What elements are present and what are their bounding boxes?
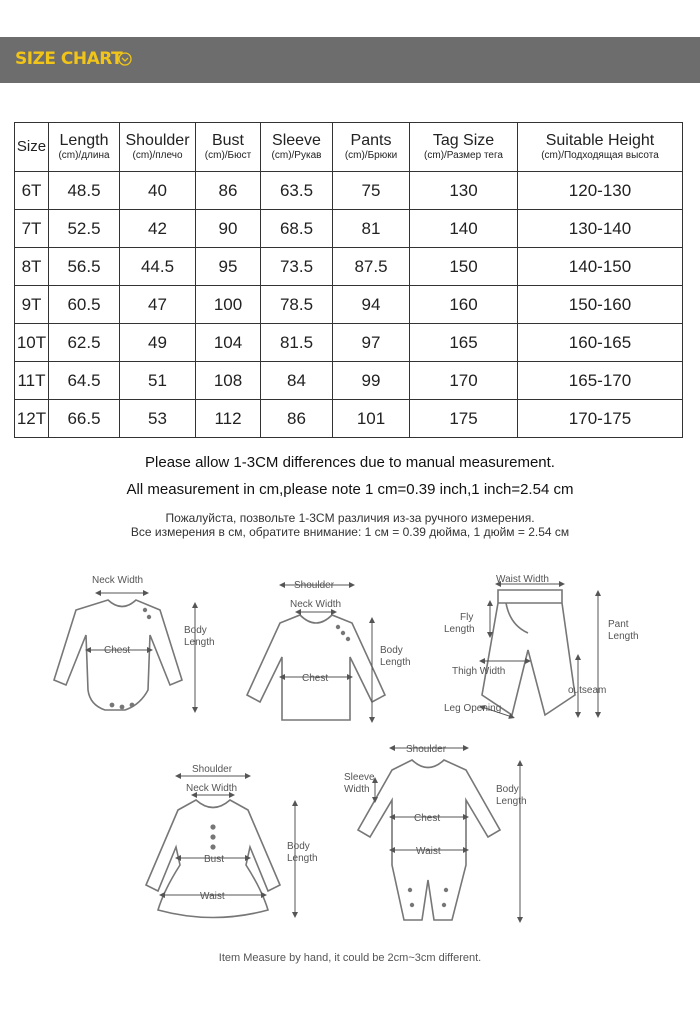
romper-diagram bbox=[358, 760, 500, 920]
cell-bust: 104 bbox=[196, 324, 261, 362]
cell-size: 10T bbox=[15, 324, 49, 362]
cell-size: 6T bbox=[15, 172, 49, 210]
note-manual-measurement-ru: Пожалуйста, позвольте 1-3CM различия из-за ручного измерения. bbox=[165, 511, 535, 525]
cell-suitable-height: 150-160 bbox=[518, 286, 683, 324]
cell-sleeve: 84 bbox=[261, 362, 333, 400]
cell-tag-size: 140 bbox=[410, 210, 518, 248]
header-title: SIZE CHART bbox=[15, 49, 123, 69]
cell-size: 12T bbox=[15, 400, 49, 438]
cell-length: 66.5 bbox=[49, 400, 120, 438]
label-romper-waist: Waist bbox=[416, 846, 441, 857]
cell-bust: 112 bbox=[196, 400, 261, 438]
cell-sleeve: 63.5 bbox=[261, 172, 333, 210]
col-pants: Pants (cm)/Брюки bbox=[333, 123, 410, 172]
cell-shoulder: 51 bbox=[120, 362, 196, 400]
cell-shoulder: 40 bbox=[120, 172, 196, 210]
chevron-down-circle-icon bbox=[118, 52, 132, 66]
note-unit-conversion-ru: Все измерения в см, обратите внимание: 1 см = 0.39 дюйма, 1 дюйм = 2.54 см bbox=[130, 525, 570, 539]
cell-pants: 87.5 bbox=[333, 248, 410, 286]
cell-length: 48.5 bbox=[49, 172, 120, 210]
table-header-row bbox=[15, 123, 683, 172]
cell-bust: 90 bbox=[196, 210, 261, 248]
table-row bbox=[15, 210, 683, 248]
label-bodysuit-neck-width: Neck Width bbox=[92, 575, 144, 586]
footer-note: Item Measure by hand, it could be 2cm~3cm different. bbox=[218, 952, 482, 964]
cell-tag-size: 130 bbox=[410, 172, 518, 210]
label-romper-shoulder: Shoulder bbox=[406, 744, 447, 755]
col-tag-size: Tag Size (cm)/Размер тега bbox=[410, 123, 518, 172]
label-shirt-shoulder: Shoulder bbox=[294, 580, 335, 591]
label-romper-body-1: Body bbox=[496, 784, 519, 795]
label-shirt-body-2: Length bbox=[380, 657, 411, 668]
cell-size: 7T bbox=[15, 210, 49, 248]
cell-suitable-height: 140-150 bbox=[518, 248, 683, 286]
cell-bust: 95 bbox=[196, 248, 261, 286]
label-bodysuit-chest: Chest bbox=[104, 645, 131, 656]
table-row bbox=[15, 400, 683, 438]
cell-size: 8T bbox=[15, 248, 49, 286]
cell-pants: 99 bbox=[333, 362, 410, 400]
cell-tag-size: 165 bbox=[410, 324, 518, 362]
label-pants-pant-1: Pant bbox=[608, 619, 629, 630]
label-pants-leg-opening: Leg Opening bbox=[444, 703, 502, 714]
col-length: Length (cm)/длина bbox=[49, 123, 120, 172]
cell-sleeve: 73.5 bbox=[261, 248, 333, 286]
size-chart-header bbox=[0, 37, 700, 83]
col-shoulder: Shoulder (cm)/плечо bbox=[120, 123, 196, 172]
col-sleeve: Sleeve (cm)/Рукав bbox=[261, 123, 333, 172]
cell-length: 52.5 bbox=[49, 210, 120, 248]
col-size: Size bbox=[15, 123, 49, 172]
label-shirt-chest: Chest bbox=[302, 673, 329, 684]
label-dress-body-1: Body bbox=[287, 841, 310, 852]
cell-shoulder: 49 bbox=[120, 324, 196, 362]
cell-bust: 86 bbox=[196, 172, 261, 210]
col-bust: Bust (cm)/Бюст bbox=[196, 123, 261, 172]
label-bodysuit-body-1: Body bbox=[184, 625, 207, 636]
label-romper-body-2: Length bbox=[496, 796, 527, 807]
cell-shoulder: 42 bbox=[120, 210, 196, 248]
cell-sleeve: 68.5 bbox=[261, 210, 333, 248]
cell-size: 11T bbox=[15, 362, 49, 400]
table-row bbox=[15, 172, 683, 210]
cell-pants: 97 bbox=[333, 324, 410, 362]
table-row bbox=[15, 248, 683, 286]
label-pants-waist-width: Waist Width bbox=[496, 574, 549, 585]
label-romper-chest: Chest bbox=[414, 813, 441, 824]
cell-tag-size: 170 bbox=[410, 362, 518, 400]
pants-diagram bbox=[482, 590, 575, 715]
cell-pants: 81 bbox=[333, 210, 410, 248]
cell-sleeve: 81.5 bbox=[261, 324, 333, 362]
label-pants-fly-1: Fly bbox=[460, 612, 474, 623]
col-suitable-height: Suitable Height (cm)/Подходящая высота bbox=[518, 123, 683, 172]
cell-bust: 108 bbox=[196, 362, 261, 400]
table-row bbox=[15, 286, 683, 324]
cell-shoulder: 47 bbox=[120, 286, 196, 324]
label-dress-shoulder: Shoulder bbox=[192, 764, 233, 775]
label-dress-neck-width: Neck Width bbox=[186, 783, 238, 794]
label-pants-outseam: outseam bbox=[568, 685, 607, 696]
cell-bust: 100 bbox=[196, 286, 261, 324]
shirt-diagram bbox=[247, 615, 385, 720]
cell-suitable-height: 165-170 bbox=[518, 362, 683, 400]
label-pants-fly-2: Length bbox=[444, 624, 475, 635]
label-shirt-body-1: Body bbox=[380, 645, 403, 656]
cell-tag-size: 160 bbox=[410, 286, 518, 324]
cell-length: 64.5 bbox=[49, 362, 120, 400]
cell-pants: 94 bbox=[333, 286, 410, 324]
size-table bbox=[14, 122, 683, 438]
label-pants-pant-2: Length bbox=[608, 631, 639, 642]
cell-pants: 101 bbox=[333, 400, 410, 438]
table-row bbox=[15, 324, 683, 362]
label-bodysuit-body-2: Length bbox=[184, 637, 215, 648]
label-dress-bust: Bust bbox=[204, 854, 225, 865]
label-romper-sleeve-2: Width bbox=[344, 784, 370, 795]
cell-suitable-height: 120-130 bbox=[518, 172, 683, 210]
table-row bbox=[15, 362, 683, 400]
diagrams-svg bbox=[0, 565, 700, 955]
label-shirt-neck-width: Neck Width bbox=[290, 599, 342, 610]
label-romper-sleeve-1: Sleeve bbox=[344, 772, 375, 783]
cell-size: 9T bbox=[15, 286, 49, 324]
cell-shoulder: 44.5 bbox=[120, 248, 196, 286]
cell-sleeve: 78.5 bbox=[261, 286, 333, 324]
cell-suitable-height: 130-140 bbox=[518, 210, 683, 248]
cell-suitable-height: 160-165 bbox=[518, 324, 683, 362]
cell-length: 60.5 bbox=[49, 286, 120, 324]
cell-tag-size: 150 bbox=[410, 248, 518, 286]
cell-length: 62.5 bbox=[49, 324, 120, 362]
cell-suitable-height: 170-175 bbox=[518, 400, 683, 438]
measurement-diagrams bbox=[0, 565, 700, 955]
note-manual-measurement: Please allow 1-3CM differences due to manual measurement. bbox=[145, 454, 555, 471]
label-dress-waist: Waist bbox=[200, 891, 225, 902]
cell-shoulder: 53 bbox=[120, 400, 196, 438]
cell-tag-size: 175 bbox=[410, 400, 518, 438]
label-pants-thigh-width: Thigh Width bbox=[452, 666, 506, 677]
cell-sleeve: 86 bbox=[261, 400, 333, 438]
cell-pants: 75 bbox=[333, 172, 410, 210]
cell-length: 56.5 bbox=[49, 248, 120, 286]
label-dress-body-2: Length bbox=[287, 853, 318, 864]
note-unit-conversion: All measurement in cm,please note 1 cm=0.39 inch,1 inch=2.54 cm bbox=[126, 481, 574, 498]
